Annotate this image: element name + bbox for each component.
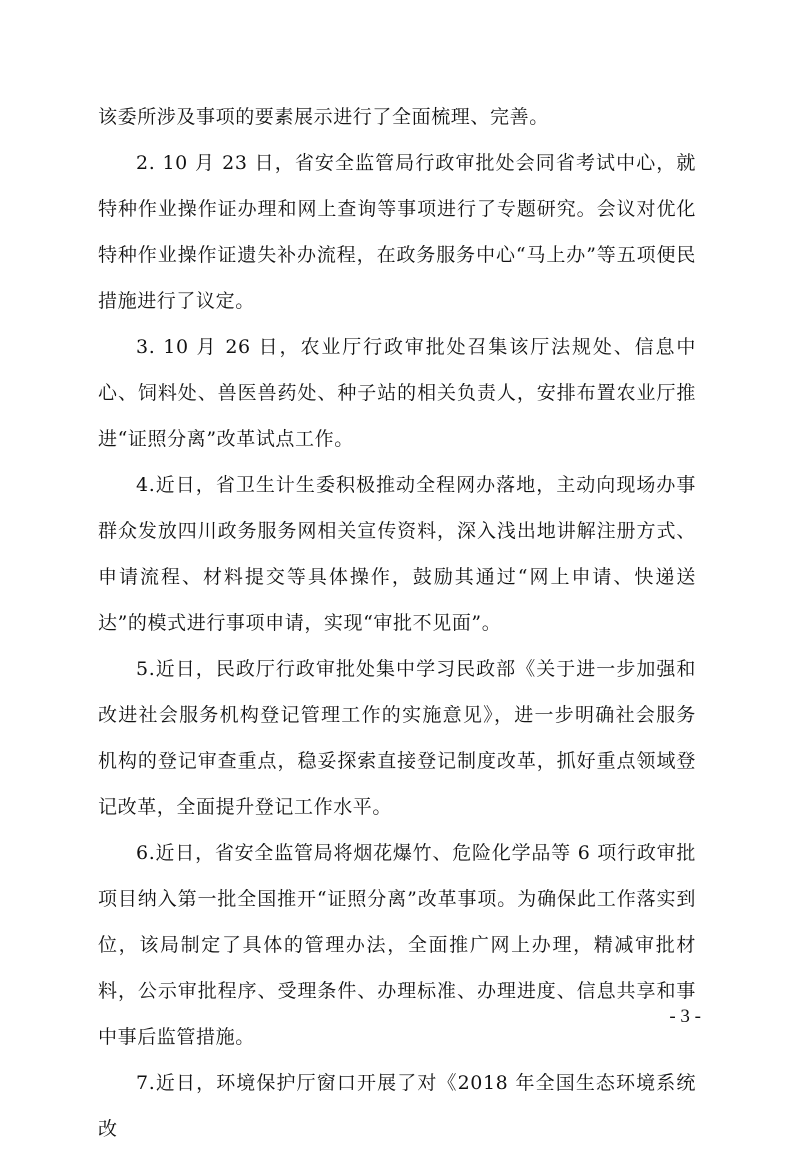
paragraph-continuation: 该委所涉及事项的要素展示进行了全面梳理、完善。 <box>98 106 549 128</box>
paragraph-item-6: 6.近日，省安全监管局将烟花爆竹、危险化学品等 6 项行政审批项目纳入第一批全国推开“证照分离”改革事项。为确保此工作落实到位，该局制定了具体的管理办法，全面推广网上办理，精减审批材料，公示审批程序、受理条件、办理标准、办理进度、信息共享和事中事后监管措施。 <box>98 842 696 1048</box>
page-number: - 3 - <box>669 1006 701 1027</box>
document-body <box>98 94 696 1152</box>
paragraph-item-7: 7.近日，环境保护厅窗口开展了对《2018 年全国生态环境系统改 <box>98 1072 696 1140</box>
paragraph-item-3: 3. 10 月 26 日，农业厅行政审批处召集该厅法规处、信息中心、饲料处、兽医兽药处、种子站的相关负责人，安排布置农业厅推进“证照分离”改革试点工作。 <box>98 336 696 450</box>
paragraph-item-2: 2. 10 月 23 日，省安全监管局行政审批处会同省考试中心，就特种作业操作证办理和网上查询等事项进行了专题研究。会议对优化特种作业操作证遗失补办流程，在政务服务中心“马上办”等五项便民措施进行了议定。 <box>98 152 696 312</box>
paragraph-item-5: 5.近日，民政厅行政审批处集中学习民政部《关于进一步加强和改进社会服务机构登记管理工作的实施意见》，进一步明确社会服务机构的登记审查重点，稳妥探索直接登记制度改革，抓好重点领域登记改革，全面提升登记工作水平。 <box>98 658 696 818</box>
paragraph-item-4: 4.近日，省卫生计生委积极推动全程网办落地，主动向现场办事群众发放四川政务服务网相关宣传资料，深入浅出地讲解注册方式、申请流程、材料提交等具体操作，鼓励其通过“网上申请、快递送达”的模式进行事项申请，实现“审批不见面”。 <box>98 474 696 634</box>
